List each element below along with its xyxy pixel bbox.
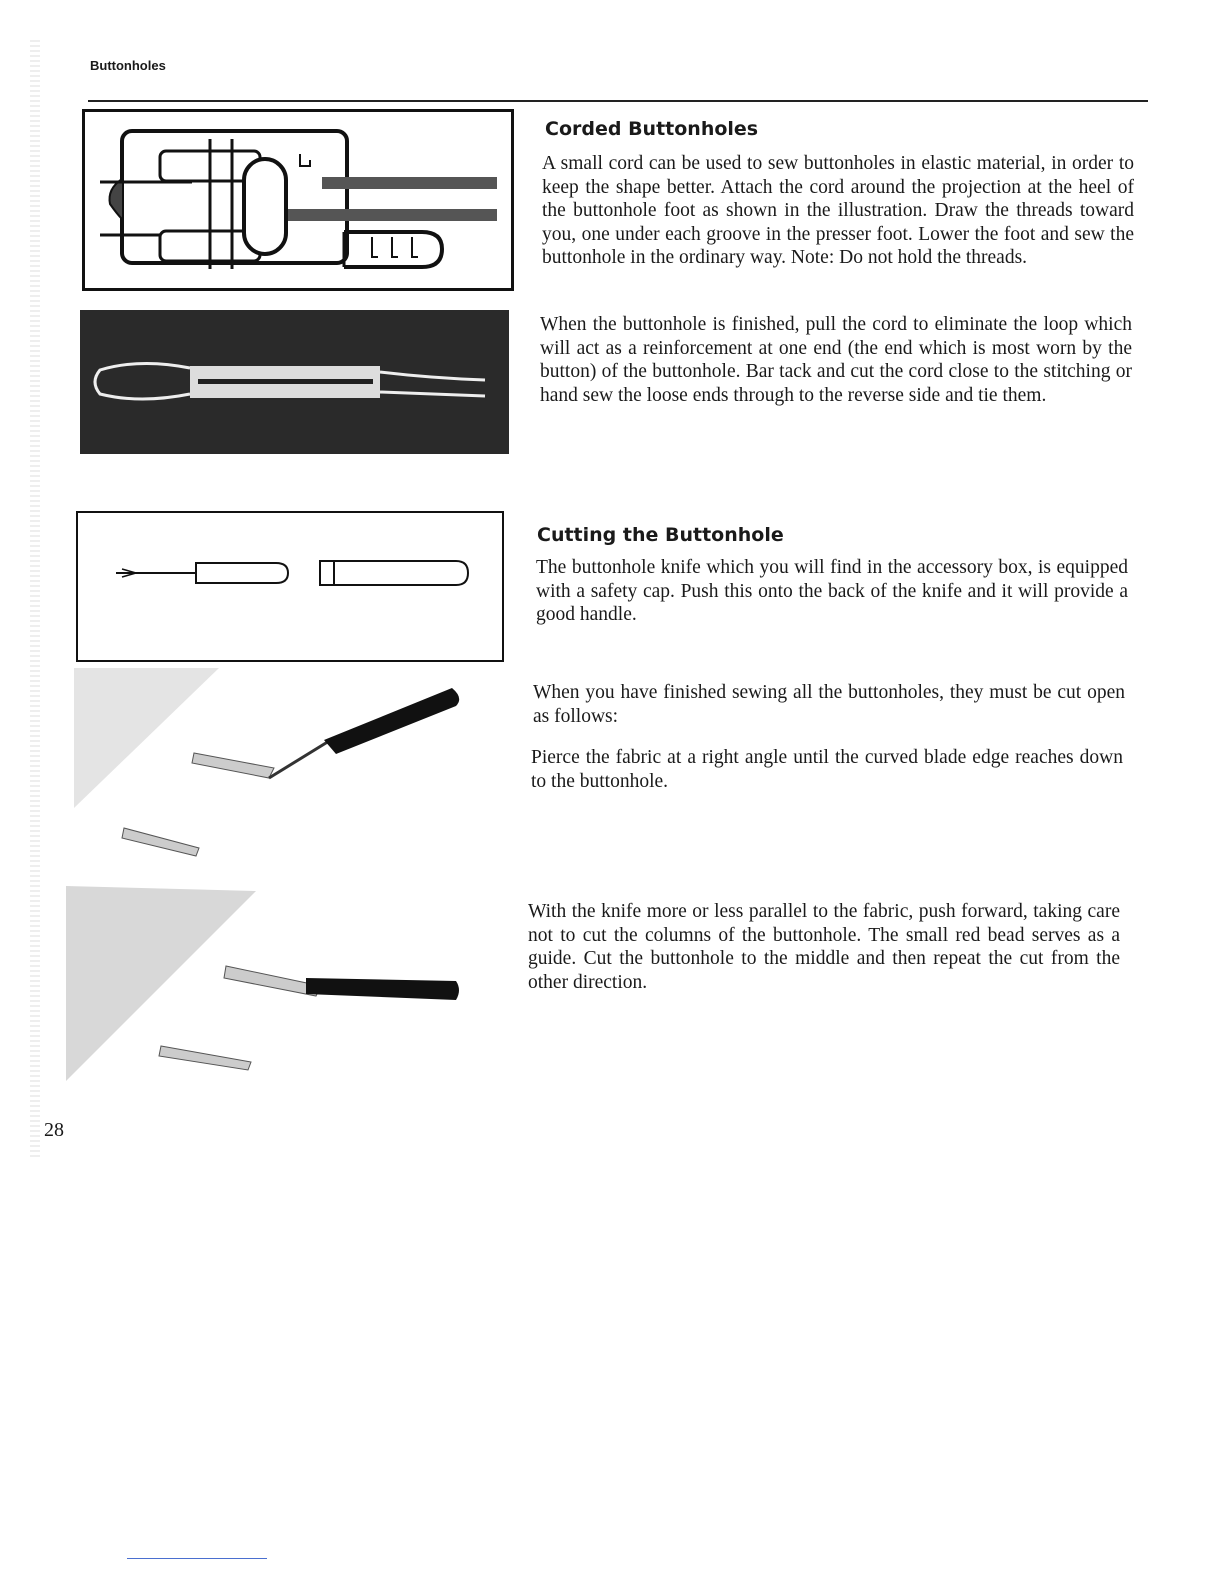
cutting-paragraph-4: With the knife more or less parallel to the fabric, push forward, taking care not to cut the columns of the buttonhole. The small red bead serves as a guide. Cut the buttonhole to the middle and then repeat the cut from the other direction. (528, 901, 1120, 993)
cutting-paragraph-1: The buttonhole knife which you will find in the accessory box, is equipped with a safety cap. Push this onto the back of the knife and it will provide a good handle. (536, 557, 1128, 625)
knife-cutting-photo (66, 886, 490, 1086)
corded-buttonhole-photo (80, 310, 509, 454)
presser-foot-illustration (82, 109, 514, 292)
cutting-paragraph-3: Pierce the fabric at a right angle until the curved blade edge reaches down to the buttonhole. (531, 747, 1123, 792)
bottom-line (127, 1558, 267, 1559)
corded-paragraph-1: A small cord can be used to sew buttonholes in elastic material, in order to keep the shape better. Attach the cord around the projection at the heel of the buttonhole foot as shown in the illustration. Draw the threads toward you, one under each groove in the presser foot. Lower the foot and sew the buttonhole in the ordinary way. Note: Do not hold the threads. (542, 153, 1134, 268)
section-header: Buttonholes (90, 58, 166, 73)
cutting-heading: Cutting the Buttonhole (537, 524, 784, 546)
header-rule (88, 100, 1148, 102)
corded-paragraph-2: When the buttonhole is finished, pull the cord to eliminate the loop which will act as a reinforcement at one end (the end which is most worn by the button) of the buttonhole. Bar tack and cut the cord close to the stitching or hand sew the loose ends through to the reverse side and tie them. (540, 314, 1132, 406)
corded-heading: Corded Buttonholes (545, 118, 759, 140)
page-number: 28 (44, 1119, 64, 1141)
scan-edge (30, 40, 40, 1160)
knife-piercing-photo (74, 668, 494, 868)
cutting-paragraph-2: When you have finished sewing all the buttonholes, they must be cut open as follows: (533, 682, 1125, 727)
buttonhole-knife-illustration (76, 511, 504, 662)
